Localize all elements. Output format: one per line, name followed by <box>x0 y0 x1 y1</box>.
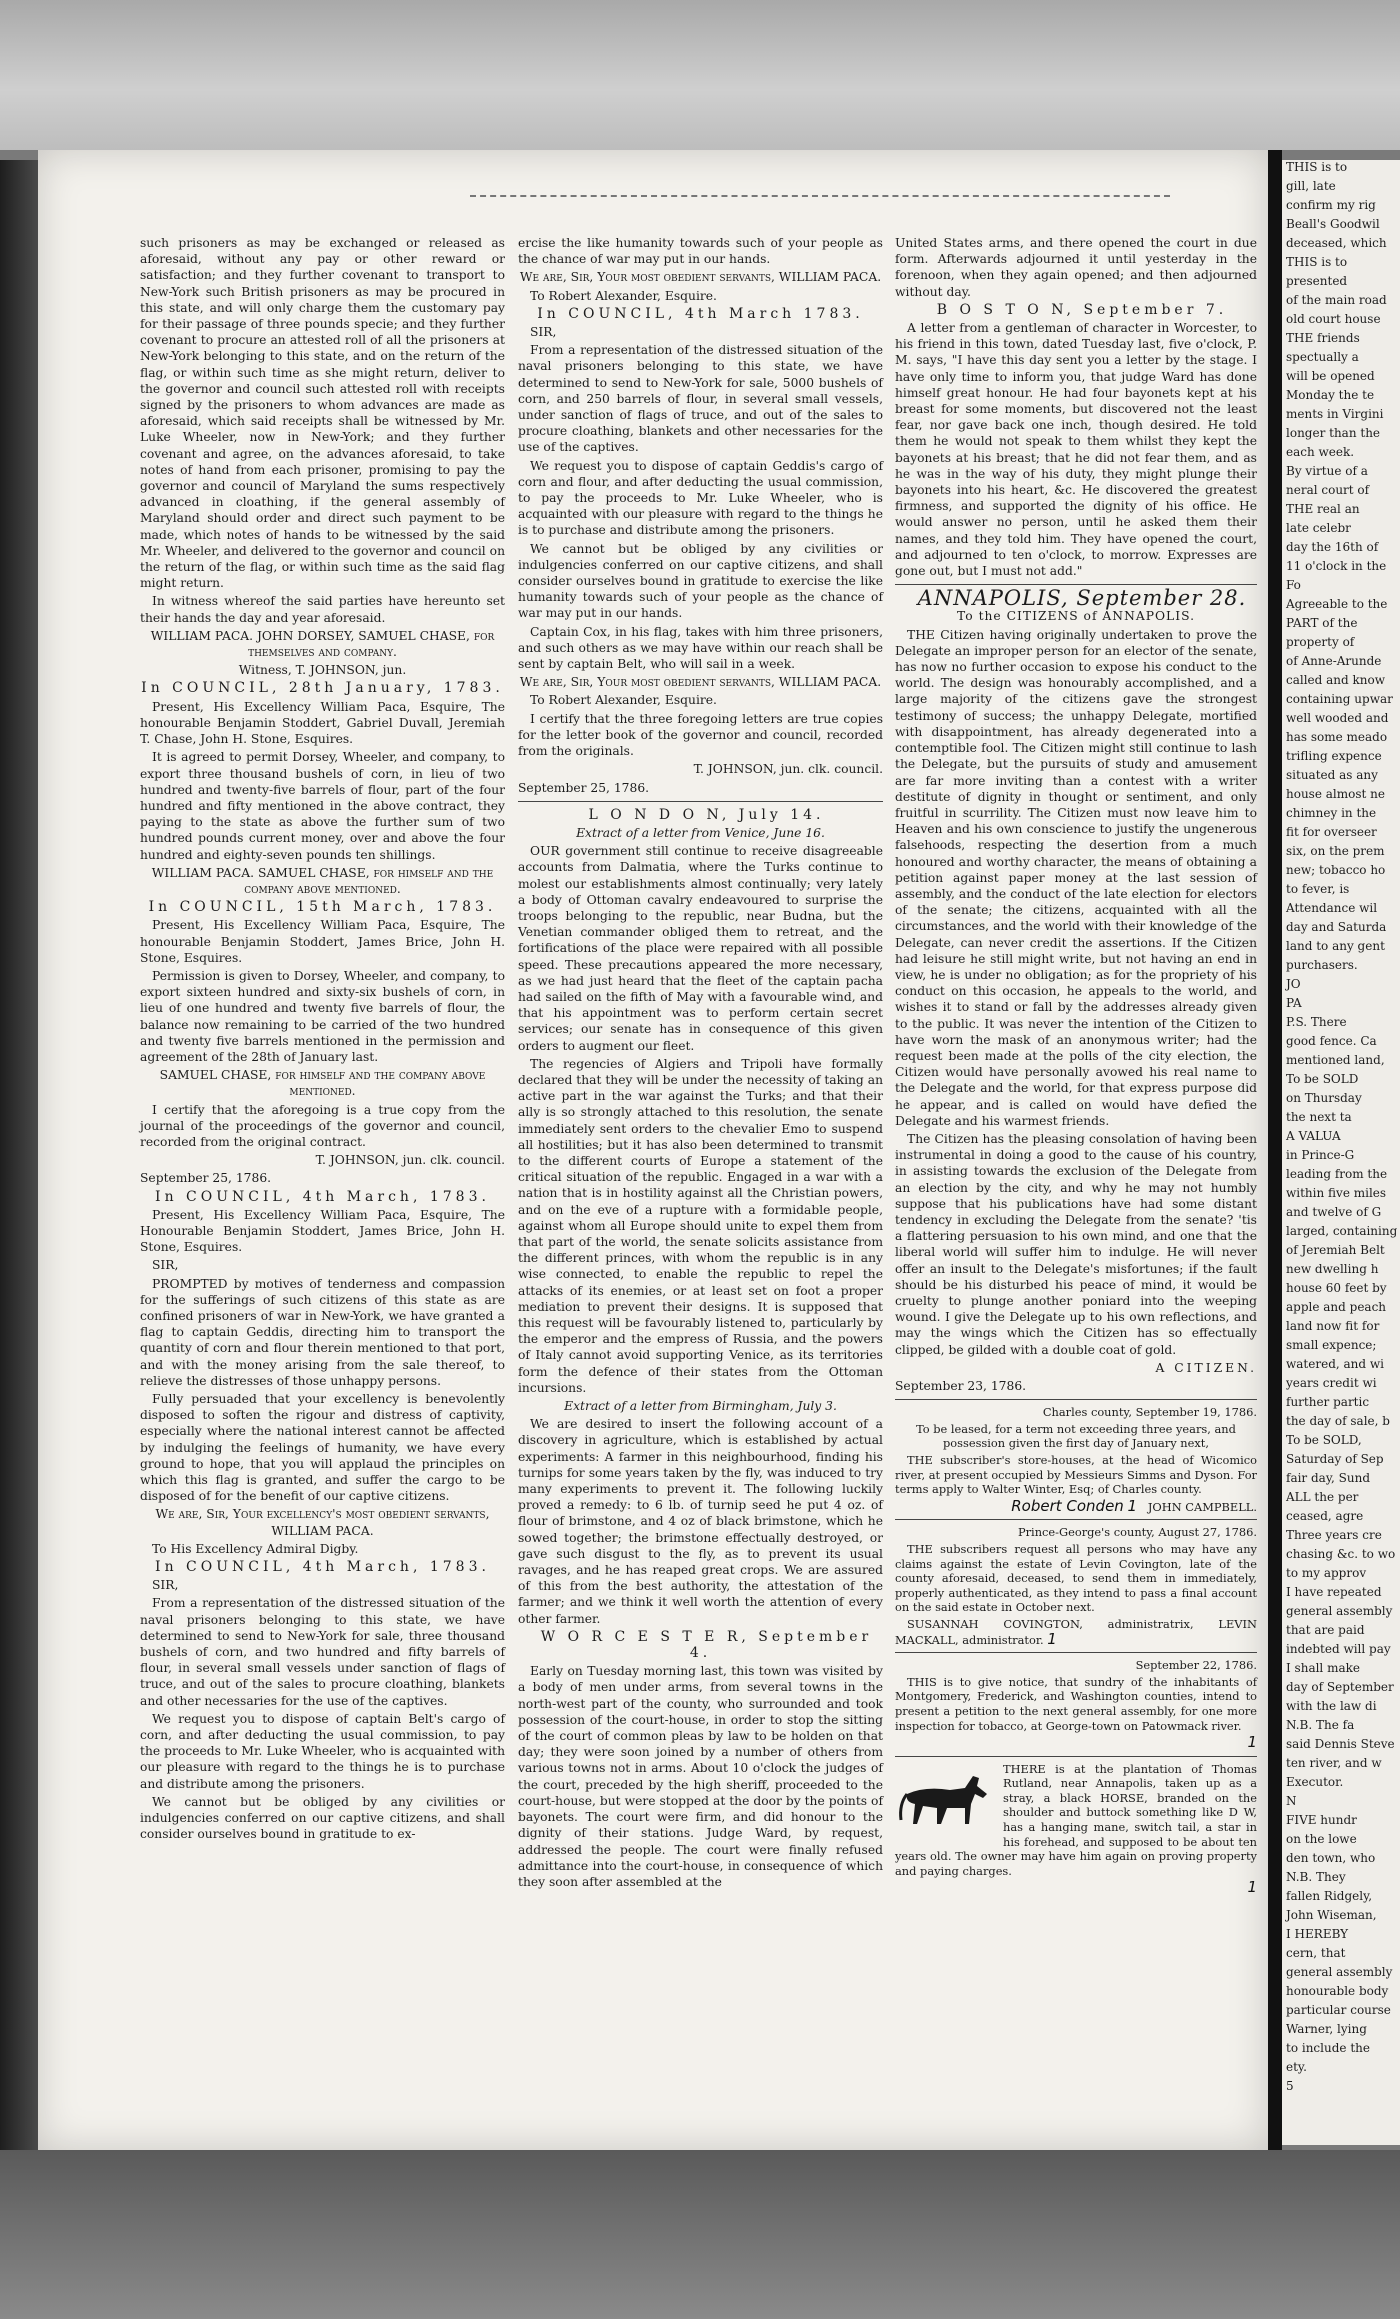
facing-page-fragment: Saturday of Sep <box>1286 1452 1384 1466</box>
facing-page-edge <box>1282 160 1400 2145</box>
facing-page-fragment: situated as any <box>1286 768 1378 782</box>
salutation: SIR, <box>152 1258 179 1273</box>
facing-page-fragment: watered, and wi <box>1286 1357 1384 1371</box>
facing-page-fragment: further partic <box>1286 1395 1370 1409</box>
date-line: September 25, 1786. <box>140 1171 272 1186</box>
facing-page-fragment: new; tobacco ho <box>1286 863 1386 877</box>
ad-heading: To be leased, for a term not exceeding three years, and possession given the first day of January next, <box>916 1421 1236 1451</box>
facing-page-fragment: property of <box>1286 635 1355 649</box>
facing-page-fragment: fallen Ridgely, <box>1286 1889 1373 1903</box>
facing-page-fragment: years credit wi <box>1286 1376 1377 1390</box>
facing-page-fragment: day the 16th of <box>1286 540 1379 554</box>
facing-page-fragment: John Wiseman, <box>1286 1908 1377 1922</box>
facing-page-fragment: general assembly <box>1286 1965 1393 1979</box>
facing-page-fragment: house almost ne <box>1286 787 1385 801</box>
date-line: September 25, 1786. <box>518 780 650 795</box>
facing-page-fragment: said Dennis Steve <box>1286 1737 1395 1751</box>
news-body: Early on Tuesday morning last, this town was visited by a body of men under arms, from several towns in the north-west part of the county, who surrounded and took possession of the court-house, in order to stop the sitting of the court of common pleas by law to be holden on that day; they were soon joined by a number of others from various towns not in arms. About 10 o'clock the judges of the court, preceded by the high sheriff, proceeded to the court-house, but were stopped at the door by the points of bayonets. The court were firm, and did honour to the dignity of their stations. Judge Ward, by request, addressed the people. The court were finally refused admittance into the court-house, in consequence of which they soon after assembled at the <box>518 1664 883 1889</box>
handwritten-annotation: Robert Conden <box>1011 1496 1124 1515</box>
facing-page-fragment: new dwelling h <box>1286 1262 1379 1276</box>
facing-page-fragment: I HEREBY <box>1286 1927 1349 1941</box>
letter-body: PROMPTED by motives of tenderness and compassion for the sufferings of such citizens of this state as are confined prisoners of war in New-York, we have granted a flag to captain Geddis, directing him to transport the quantity of corn and flour therein mentioned to that port, and with the money arising from the sale thereof, to relieve the distresses of those unhappy persons. <box>140 1276 505 1388</box>
ad-signature <box>895 1617 1257 1647</box>
ad-mark <box>895 1735 1257 1751</box>
facing-page-fragment: P.S. There <box>1286 1015 1347 1029</box>
facing-page-fragment: By virtue of a <box>1286 464 1368 478</box>
salutation: SIR, <box>152 1578 179 1593</box>
letter-body: We cannot but be obliged by any civilities or indulgencies conferred on our captive citizens, and shall consider ourselves bound in gratitude to exercise the like humanity towards such of your people as the chance of war may put in our hands. <box>518 541 883 621</box>
letter-recipient: To Robert Alexander, Esquire. <box>530 693 717 708</box>
facing-page-fragment: small expence; <box>1286 1338 1377 1352</box>
facing-page-fragment: fair day, Sund <box>1286 1471 1370 1485</box>
council-heading: In COUNCIL, 4th March, 1783. <box>155 1559 490 1576</box>
facing-page-fragment: with the law di <box>1286 1699 1377 1713</box>
column-3 <box>895 235 1257 1898</box>
facing-page-fragment: N.B. They <box>1286 1870 1346 1884</box>
advertisement-stray-horse <box>895 1762 1257 1896</box>
handwritten-mark: 1 <box>1047 1629 1057 1648</box>
council-heading: In COUNCIL, 4th March, 1783. <box>155 1188 490 1205</box>
header-rule <box>470 195 1170 197</box>
facing-page-fragment: presented <box>1286 274 1348 288</box>
facing-page-fragment: gill, late <box>1286 179 1336 193</box>
facing-page-fragment: ments in Virgini <box>1286 407 1384 421</box>
facing-page-fragment: THE friends <box>1286 331 1360 345</box>
facing-page-fragment: well wooded and <box>1286 711 1389 725</box>
dateline-worcester: W O R C E S T E R, September 4. <box>540 1628 873 1662</box>
facing-page-fragment: PART of the <box>1286 616 1358 630</box>
letter-body: From a representation of the distressed situation of the naval prisoners belonging to this state, we have determined to send to New-York for sale, three thousand bushels of corn, and two hundred and fifty barrels of flour, in several small vessels under sanction of flags of truce, and out of the sales to procure cloathing, blankets and other necessaries for the use of the captives. <box>140 1596 505 1708</box>
news-body: A letter from a gentleman of character in Worcester, to his friend in this town, dated Tuesday last, five o'clock, P. M. says, "I have this day sent you a letter by the stage. I have only time to inform you, that judge Ward has done himself great honour. He had four bayonets kept at his breast for some moments, but discovered not the least fear, nor gave back one inch, though desired. He told them he would not speak to them whilst they kept the bayonets at his breast; that he did not fear them, and as he was in the way of his duty, they might plunge their bayonets into his heart, &c. He discovered the greatest firmness, and supported the dignity of his office. He would answer no person, until he asked them their names, and they told him. They have opened the court, and adjourned to ten o'clock, to morrow. Expresses are gone out, but I must not add." <box>895 321 1257 579</box>
letter-body: Captain Cox, in his flag, takes with him three prisoners, and such others as we may have within our reach shall be sent by captain Belt, who will sail in a week. <box>518 624 883 672</box>
facing-page-fragment: day and Saturda <box>1286 920 1387 934</box>
divider <box>895 1399 1257 1400</box>
ad-body: THERE is at the plantation of Thomas Rutland, near Annapolis, taken up as a stray, a black HORSE, branded on the shoulder and buttock something like D W, has a hanging mane, switch tail, a star in his forehead, and supposed to be about ten years old. The owner may have him again on proving property and paying charges. <box>895 1761 1257 1878</box>
dateline-annapolis: ANNAPOLIS, September 28. <box>917 586 1247 611</box>
facing-page-fragment: neral court of <box>1286 483 1370 497</box>
facing-page-fragment: 5 <box>1286 2079 1294 2093</box>
advertisement-petition <box>895 1658 1257 1751</box>
facing-page-fragment: I shall make <box>1286 1661 1360 1675</box>
facing-page-fragment: larged, containing <box>1286 1224 1398 1238</box>
divider <box>895 1519 1257 1520</box>
letter-body: From a representation of the distressed situation of the naval prisoners belonging to this state, we have determined to send to New-York for sale, 5000 bushels of corn, and 250 barrels of flour, in several small vessels, under sanction of flags of truce, and out of the sales to procure cloathing, blankets and other necessaries for the use of the captives. <box>518 343 883 455</box>
facing-page-fragment: late celebr <box>1286 521 1351 535</box>
facing-page-fragment: honourable body <box>1286 1984 1389 1998</box>
facing-page-fragment: on the lowe <box>1286 1832 1357 1846</box>
facing-page-fragment: mentioned land, <box>1286 1053 1385 1067</box>
facing-page-fragment: Agreeable to the <box>1286 597 1388 611</box>
facing-page-fragment: chimney in the <box>1286 806 1377 820</box>
facing-page-fragment: containing upwar <box>1286 692 1393 706</box>
permission-text: Permission is given to Dorsey, Wheeler, and company, to export sixteen hundred and sixty-six bushels of corn, in lieu of one hundred and twenty five barrels of flour, the balance now remaining to be carried of the two hundred and twenty five barrels mentioned in the permission and agreement of the 28th of January last. <box>140 968 505 1064</box>
letter-closing: We are, Sir, Your most obedient servants, WILLIAM PACA. <box>519 675 882 690</box>
facing-page-fragment: PA <box>1286 996 1302 1010</box>
facing-page-fragment: six, on the prem <box>1286 844 1385 858</box>
facing-page-fragment: ALL the per <box>1286 1490 1359 1504</box>
ad-body: THE subscriber's store-houses, at the head of Wicomico river, at present occupied by Messieurs Simms and Dyson. For terms apply to Walter Winter, Esq; of Charles county. <box>895 1453 1257 1497</box>
facing-page-fragment: ceased, agre <box>1286 1509 1364 1523</box>
facing-page-fragment: general assembly <box>1286 1604 1393 1618</box>
letter-body: ercise the like humanity towards such of your people as the chance of war may put in our hands. <box>518 236 883 267</box>
scan-background-top <box>0 0 1400 150</box>
facing-page-fragment: THIS is to <box>1286 255 1348 269</box>
signatures: WILLIAM PACA. JOHN DORSEY, SAMUEL CHASE, for themselves and company. <box>150 628 495 660</box>
certification: I certify that the aforegoing is a true copy from the journal of the proceedings of the governor and council, recorded from the original contract. <box>140 1102 505 1149</box>
facing-page-fragment: fit for overseer <box>1286 825 1377 839</box>
facing-page-fragment: I have repeated <box>1286 1585 1382 1599</box>
facing-page-fragment: of Jeremiah Belt <box>1286 1243 1385 1257</box>
ad-signer: SUSANNAH COVINGTON, administratrix, LEVIN MACKALL, administrator. <box>895 1616 1257 1647</box>
clerk-signature: T. JOHNSON, jun. clk. council. <box>315 1153 505 1168</box>
facing-page-fragment: Beall's Goodwil <box>1286 217 1380 231</box>
facing-page-fragment: Three years cre <box>1286 1528 1382 1542</box>
council-heading: In COUNCIL, 4th March 1783. <box>537 305 864 322</box>
council-present: Present, His Excellency William Paca, Esquire, The Honourable Benjamin Stoddert, James Brice, John H. Stone, Esquires. <box>140 1207 505 1255</box>
witness-line: Witness, T. JOHNSON, jun. <box>238 663 407 678</box>
facing-page-fragment: has some meado <box>1286 730 1388 744</box>
scan-background-bottom <box>0 2150 1400 2319</box>
witness-clause: In witness whereof the said parties have hereunto set their hands the day and year aforesaid. <box>140 594 505 625</box>
facing-page-fragment: day of September <box>1286 1680 1394 1694</box>
dateline-london: L O N D O N, July 14. <box>588 806 825 823</box>
ad-body: THE subscribers request all persons who may have any claims against the estate of Levin Covington, late of the county aforesaid, deceased, to send them in immediately, properly authenticated, as they intend to pass a final account on the said estate in October next. <box>895 1541 1257 1615</box>
facing-page-fragment: of the main road <box>1286 293 1387 307</box>
news-body: The regencies of Algiers and Tripoli have formally declared that they will be under the necessity of taking an active part in the war against the Turks; and that their ally is so strongly attached to this resolution, the senate immediately sent orders to the chevalier Emo to suspend all hostilities; but it has also been determined to transmit to the different courts of Europe a statement of the critical situation of the republic. Engaged in a war with a nation that is in hostility against all the Christian powers, and on the eve of a rupture with a formidable people, against whom all Europe should unite to expel them from that part of the world, the senate solicits assistance from the different princes, with whom the republic is in any wise connected, to enable the republic to repel the attacks of its enemies, or at least set on foot a proper mediation to prevent their designs. It is supposed that this request will be favourably listened to, particularly by the emperor and the empress of Russia, and the powers of Italy cannot avoid supporting Venice, as its territories form the defence of their states from the Ottoman incursions. <box>518 1056 883 1395</box>
facing-page-fragment: land now fit for <box>1286 1319 1380 1333</box>
facing-page-fragment: of Anne-Arunde <box>1286 654 1382 668</box>
facing-page-fragment: old court house <box>1286 312 1381 326</box>
facing-page-fragment: on Thursday <box>1286 1091 1362 1105</box>
advertisement-lease <box>895 1405 1257 1514</box>
facing-page-fragment: Fo <box>1286 578 1301 592</box>
salutation: SIR, <box>530 325 557 340</box>
letter-closing: We are, Sir, Your excellency's most obedient servants, WILLIAM PACA. <box>155 1507 490 1538</box>
letter-closing: We are, Sir, Your most obedient servants, WILLIAM PACA. <box>519 270 882 285</box>
ad-signature <box>895 1496 1257 1515</box>
signatures: WILLIAM PACA. SAMUEL CHASE, for himself and the company above mentioned. <box>151 865 494 896</box>
page-spine <box>1268 150 1282 2150</box>
ad-mark <box>895 1880 1257 1896</box>
book-gutter <box>0 160 38 2150</box>
facing-page-fragment: deceased, which <box>1286 236 1387 250</box>
address-heading: To the CITIZENS of ANNAPOLIS. <box>957 609 1195 624</box>
letter-body: We request you to dispose of captain Geddis's cargo of corn and flour, and after deducting the usual commission, to pay the proceeds to Mr. Luke Wheeler, who is acquainted with our pleasure with regard to the things he is to purchase and distribute among the prisoners. <box>518 458 883 538</box>
facing-page-fragment: and twelve of G <box>1286 1205 1382 1219</box>
facing-page-fragment: the next ta <box>1286 1110 1352 1124</box>
facing-page-fragment: THE real an <box>1286 502 1360 516</box>
ad-date: Prince-George's county, August 27, 1786. <box>1017 1525 1257 1540</box>
contract-text: such prisoners as may be exchanged or released as aforesaid, without any pay or other reward or satisfaction; and they further covenant to transport to New-York such British prisoners as may be procured in this state, and will only charge them the customary pay for their passage of three pounds specie; and they further covenant to procure an attested roll of all the prisoners at New-York belonging to this state, and on the return of the flag, or within such time as she might return, deliver to the governor and council such attested roll with receipts signed by the prisoners to whom advances are made as aforesaid, which said receipts shall be witnessed by Mr. Luke Wheeler, now in New-York; and they further covenant and agree, on the advances aforesaid, to take notes of hand from each prisoner, promising to pay the governor and council of Maryland the sums respectively advanced in cloathing, if the general assembly of Maryland should order and direct such payment to be made, which notes of hands to be witnessed by the said Mr. Wheeler, and delivered to the governor and council on the return of the flag, or within such time as the said flag might return. <box>140 236 505 591</box>
facing-page-fragment: spectually a <box>1286 350 1359 364</box>
letter-body: We request you to dispose of captain Belt's cargo of corn, and after deducting the usual commission, to pay the proceeds to Mr. Luke Wheeler, who is acquainted with our pleasure with regard to the things he is to purchase and distribute among the prisoners. <box>140 1711 505 1791</box>
council-present: Present, His Excellency William Paca, Esquire, The honourable Benjamin Stoddert, Gabriel Duvall, Jeremiah T. Chase, John H. Stone, Esquires. <box>140 699 505 747</box>
facing-page-fragment: good fence. Ca <box>1286 1034 1377 1048</box>
facing-page-fragment: JO <box>1286 977 1301 991</box>
facing-page-fragment: N <box>1286 1794 1297 1808</box>
letter-body: THE Citizen having originally undertaken to prove the Delegate an improper person for an elector of the senate, has now no further occasion to expose his conduct to the world. The design was honourably accomplished, and a large majority of the citizens gave the strongest testimony of success; the unhappy Delegate, mortified with disappointment, has already degenerated into a contemptible fool. The Citizen might still continue to lash the Delegate, but the pursuits of study and amusement are far more inviting than a contest with a writer destitute of dignity in thought or sentiment, and only fruitful in scurrility. The Citizen must now leave him to Heaven and his own conscience to justify the ungenerous falsehoods, respecting the desertion from a much honoured and worthy character, the means of obtaining a petition against paper money at the last session of assembly, and the conduct of the late election for electors of the senate; the citizens, acquainted with all the circumstances, and the world with their knowledge of the Delegate, can never credit the assertions. If the Citizen had leisure he still might write, but not having an end in view, he is under no obligation; as for the propriety of his conduct on this occasion, he appeals to the world, and wishes it to stand or fall by the addresses already given to the public. It was never the intention of the Citizen to have worn the mask of an anonymous writer; had the request been made at the polls of the city election, the Citizen would have personally avowed his real name to the Delegate and the world, for that express purpose did he appear, and is called on would have defied the Delegate and his warmest friends. <box>895 627 1257 1128</box>
horse-icon <box>895 1764 995 1844</box>
facing-page-fragment: the day of sale, b <box>1286 1414 1390 1428</box>
news-body: United States arms, and there opened the court in due form. Afterwards adjourned it until yesterday in the forenoon, when they again opened; and then adjourned without day. <box>895 236 1257 299</box>
letter-body: The Citizen has the pleasing consolation of having been instrumental in doing a good to the cause of his country, in assisting towards the exclusion of the Delegate from an election by the city, and why he may not humbly suppose that his publications have had some distant tendency in excluding the Delegate from the senate? 'tis a flattering persuasion to his own mind, and one that the liberal world will suffer him to indulge. He will never offer an insult to the Delegate's misfortunes; if the fault should be his disturbed his peace of mind, it would be cruelty to plunge another poniard into the weeping wound. I give the Delegate up to his own reflections, and may the wings which the Citizen has so effectually clipped, be gilded with a double coat of gold. <box>895 1131 1257 1357</box>
facing-page-fragment: Executor. <box>1286 1775 1344 1789</box>
facing-page-fragment: FIVE hundr <box>1286 1813 1357 1827</box>
facing-page-fragment: each week. <box>1286 445 1355 459</box>
divider <box>518 801 883 802</box>
ad-date: September 22, 1786. <box>1135 1658 1257 1673</box>
facing-page-fragment: cern, that <box>1286 1946 1346 1960</box>
facing-page-fragment: called and know <box>1286 673 1386 687</box>
letter-recipient: To Robert Alexander, Esquire. <box>530 288 717 303</box>
facing-page-fragment: confirm my rig <box>1286 198 1376 212</box>
facing-page-fragment: house 60 feet by <box>1286 1281 1387 1295</box>
facing-page-fragment: trifling expence <box>1286 749 1382 763</box>
news-body: We are desired to insert the following account of a discovery in agriculture, which is established by actual experiments: A farmer in this neighbourhood, finding his turnips for some years taken by the fly, was induced to try many experiments to prevent it. The following luckily proved a remedy: to 6 lb. of turnip seed he put 4 oz. of flour of brimstone, and 4 oz of black brimstone, which he sowed together; the brimstone effectually destroyed, or gave such disgust to the fly, as to prevent its usual ravages, and he has reaped great crops. We are assured of this from the best authority, the attestation of the farmer; and we think it well worth the attention of every other farmer. <box>518 1417 883 1626</box>
ad-body: THIS is to give notice, that sundry of the inhabitants of Montgomery, Frederick, and Washington counties, intend to present a petition to the next general assembly, for one more inspection for tobacco, at George-town on Patowmack river. <box>895 1674 1257 1733</box>
letter-body: Fully persuaded that your excellency is benevolently disposed to soften the rigour and distress of captivity, especially where the national interest cannot be affected by indulging the feelings of humanity, we have every ground to hope, that you will applaud the principles on which this flag is granted, and suffer the cargo to be disposed of for the benefit of our captive citizens. <box>140 1392 505 1504</box>
facing-page-fragment: N.B. The fa <box>1286 1718 1355 1732</box>
facing-page-fragment: chasing &c. to wo <box>1286 1547 1396 1561</box>
permission-text: It is agreed to permit Dorsey, Wheeler, and company, to export three thousand bushels of corn, in lieu of two hundred and twenty-five barrels of flour, part of the four hundred and fifty mentioned in the above contract, they paying to the state as above the further sum of two hundred pounds current money, over and above the four hundred and eighty-seven pounds ten shillings. <box>140 750 505 862</box>
divider <box>895 1652 1257 1653</box>
facing-page-fragment: den town, who <box>1286 1851 1376 1865</box>
signatures: SAMUEL CHASE, for himself and the company above mentioned. <box>159 1068 486 1099</box>
council-present: Present, His Excellency William Paca, Esquire, The honourable Benjamin Stoddert, James Brice, John H. Stone, Esquires. <box>140 918 505 965</box>
council-heading: In COUNCIL, 28th January, 1783. <box>141 680 504 697</box>
facing-page-fragment: Warner, lying <box>1286 2022 1367 2036</box>
letter-recipient: To His Excellency Admiral Digby. <box>152 1541 359 1556</box>
facing-page-fragment: land to any gent <box>1286 939 1385 953</box>
advertisement-estate <box>895 1525 1257 1647</box>
author-signature: A CITIZEN. <box>1155 1360 1257 1375</box>
facing-page-fragment: A VALUA <box>1286 1129 1341 1143</box>
facing-page-fragment: to my approv <box>1286 1566 1367 1580</box>
clerk-signature: T. JOHNSON, jun. clk. council. <box>693 762 883 777</box>
facing-page-fragment: apple and peach <box>1286 1300 1387 1314</box>
date-line: September 23, 1786. <box>895 1379 1027 1394</box>
dateline-boston: B O S T O N, September 7. <box>936 301 1228 318</box>
facing-page-fragment: purchasers. <box>1286 958 1358 972</box>
handwritten-mark: 1 <box>1247 1878 1257 1897</box>
facing-page-fragment: that are paid <box>1286 1623 1365 1637</box>
ad-signer: JOHN CAMPBELL. <box>1147 1499 1257 1514</box>
handwritten-mark: 1 <box>1247 1733 1257 1752</box>
facing-page-fragment: To be SOLD, <box>1286 1433 1362 1447</box>
facing-page-fragment: indebted will pay <box>1286 1642 1391 1656</box>
divider <box>895 1756 1257 1757</box>
council-heading: In COUNCIL, 15th March, 1783. <box>148 899 497 916</box>
ad-date: Charles county, September 19, 1786. <box>1042 1405 1257 1420</box>
facing-page-fragment: 11 o'clock in the <box>1286 559 1387 573</box>
extract-heading: Extract of a letter from Venice, June 16. <box>576 825 825 840</box>
facing-page-fragment: To be SOLD <box>1286 1072 1359 1086</box>
certification: I certify that the three foregoing letters are true copies for the letter book of the governor and council, recorded from the originals. <box>518 711 883 759</box>
column-2 <box>518 235 883 1892</box>
facing-page-fragment: in Prince-G <box>1286 1148 1355 1162</box>
facing-page-fragment: to fever, is <box>1286 882 1350 896</box>
facing-page-fragment: leading from the <box>1286 1167 1388 1181</box>
facing-page-fragment: ety. <box>1286 2060 1307 2074</box>
facing-page-fragment: will be opened <box>1286 369 1375 383</box>
divider <box>895 584 1257 585</box>
facing-page-fragment: longer than the <box>1286 426 1381 440</box>
facing-page-fragment: to include the <box>1286 2041 1370 2055</box>
facing-page-fragment: within five miles <box>1286 1186 1387 1200</box>
column-1 <box>140 235 505 1845</box>
extract-heading: Extract of a letter from Birmingham, July 3. <box>564 1399 837 1414</box>
facing-page-fragment: THIS is to <box>1286 160 1348 174</box>
facing-page-fragment: Attendance wil <box>1286 901 1378 915</box>
news-body: OUR government still continue to receive disagreeable accounts from Dalmatia, where the Turks continue to molest our establishments almost continually; very lately a body of Ottoman cavalry endeavoured to surprise the troops belonging to the republic, near Budna, but the Venetian commander obliged them to retreat, and the fortifications of the place were repaired with all possible speed. These precautions appeared the more necessary, as we had just heard that the fleet of the captain pacha had sailed on the fifth of May with a favourable wind, and that his appointment was to perform certain secret services; our senate has in consequence of this given orders to augment our fleet. <box>518 844 883 1053</box>
facing-page-fragment: ten river, and w <box>1286 1756 1382 1770</box>
handwritten-mark: 1 <box>1127 1496 1137 1515</box>
letter-body: We cannot but be obliged by any civilities or indulgencies conferred on our captive citizens, and shall consider ourselves bound in gratitude to ex- <box>140 1794 505 1842</box>
facing-page-fragment: Monday the te <box>1286 388 1375 402</box>
facing-page-fragment: particular course <box>1286 2003 1391 2017</box>
